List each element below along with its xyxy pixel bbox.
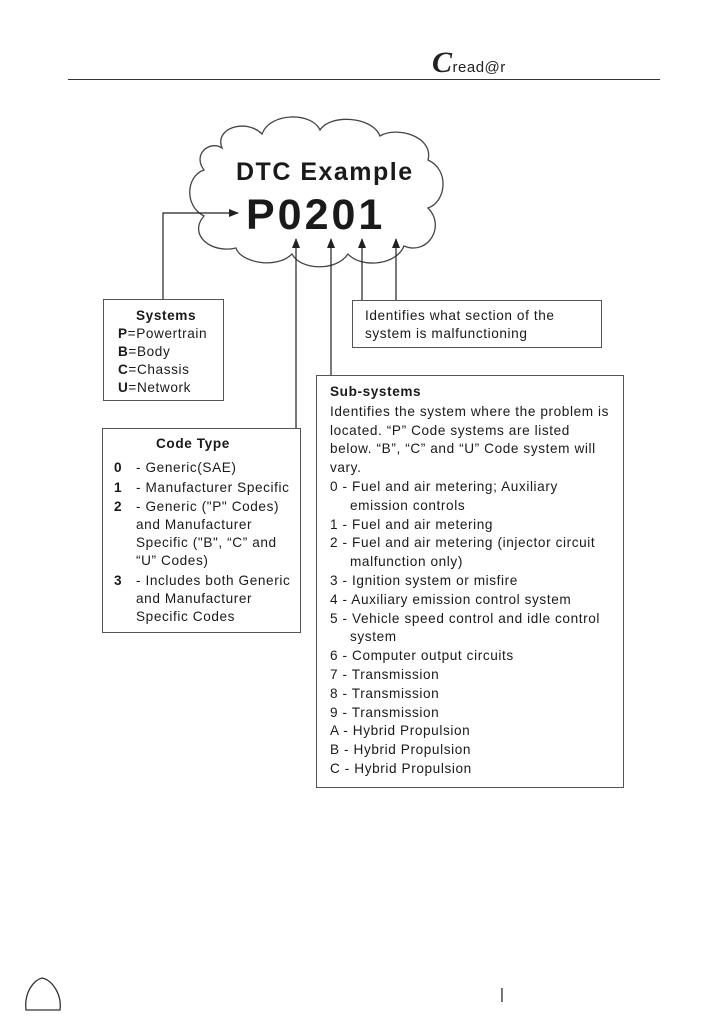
code-type-text: - Manufacturer Specific [136, 479, 290, 495]
systems-value: =Body [128, 344, 171, 359]
code-type-item [114, 479, 300, 497]
code-type-num: 0 [114, 460, 123, 475]
code-type-num: 3 [114, 572, 123, 588]
sub-systems-box [316, 375, 624, 788]
code-type-item [114, 572, 300, 626]
logo-tail: r [500, 59, 506, 76]
sub-systems-item: 7 - Transmission [330, 666, 440, 682]
code-type-text: - Generic(SAE) [136, 460, 237, 475]
sub-systems-item: 2 - Fuel and air metering (injector circuit malfunction only) [330, 535, 596, 570]
dtc-example-title: DTC Example [236, 158, 414, 186]
logo-text: read [452, 59, 485, 76]
code-type-title: Code Type [156, 436, 230, 451]
sub-systems-item: 8 - Transmission [330, 685, 440, 701]
sub-systems-item: B - Hybrid Propulsion [330, 742, 472, 758]
systems-value: =Network [128, 380, 192, 395]
code-type-num: 2 [114, 499, 123, 514]
section-box [352, 300, 602, 348]
systems-key: U [118, 380, 129, 395]
systems-key: P [118, 326, 128, 341]
section-line-2: system is malfunctioning [365, 326, 528, 341]
systems-key: C [118, 362, 129, 377]
sub-systems-item: 5 - Vehicle speed control and idle control system [330, 610, 601, 645]
sub-systems-item: 6 - Computer output circuits [330, 648, 514, 664]
systems-key: B [118, 344, 129, 359]
logo-at-icon: @ [484, 59, 501, 76]
code-type-item [114, 498, 300, 570]
sub-systems-item: 1 - Fuel and air metering [330, 516, 494, 532]
code-type-text: - Includes both Generic and Manufacturer Specific Codes [136, 572, 291, 624]
sub-systems-item: C - Hybrid Propulsion [330, 760, 472, 776]
systems-value: =Powertrain [127, 326, 208, 341]
systems-item [118, 361, 223, 379]
sub-systems-description: Identifies the system where the problem is located. “P” Code systems are listed below. “B”, “C” and “U” Code system will vary. [330, 403, 610, 476]
page-marker: | [500, 986, 504, 1003]
sub-systems-item: A - Hybrid Propulsion [330, 723, 471, 739]
code-type-item [114, 459, 300, 477]
sub-systems-item: 0 - Fuel and air metering; Auxiliary emission controls [330, 478, 558, 513]
code-type-box [102, 428, 301, 633]
code-type-text: - Generic ("P" Codes) and Manufacturer Specific ("B", “C” and “U” Codes) [136, 499, 280, 568]
systems-title: Systems [136, 308, 197, 323]
sub-systems-item: 3 - Ignition system or misfire [330, 572, 518, 588]
systems-item [118, 343, 223, 361]
sub-systems-item: 4 - Auxiliary emission control system [330, 591, 572, 607]
code-type-num: 1 [114, 479, 123, 495]
section-line-1: Identifies what section of the [365, 308, 555, 323]
sub-systems-item: 9 - Transmission [330, 704, 440, 720]
logo-initial: C [432, 46, 453, 79]
systems-value: =Chassis [128, 362, 190, 377]
systems-item [118, 325, 223, 343]
page-corner-icon [26, 978, 61, 1010]
systems-box [103, 299, 224, 401]
sub-systems-title: Sub-systems [330, 384, 422, 399]
dtc-example-code: P0201 [246, 191, 386, 239]
systems-item [118, 379, 223, 397]
